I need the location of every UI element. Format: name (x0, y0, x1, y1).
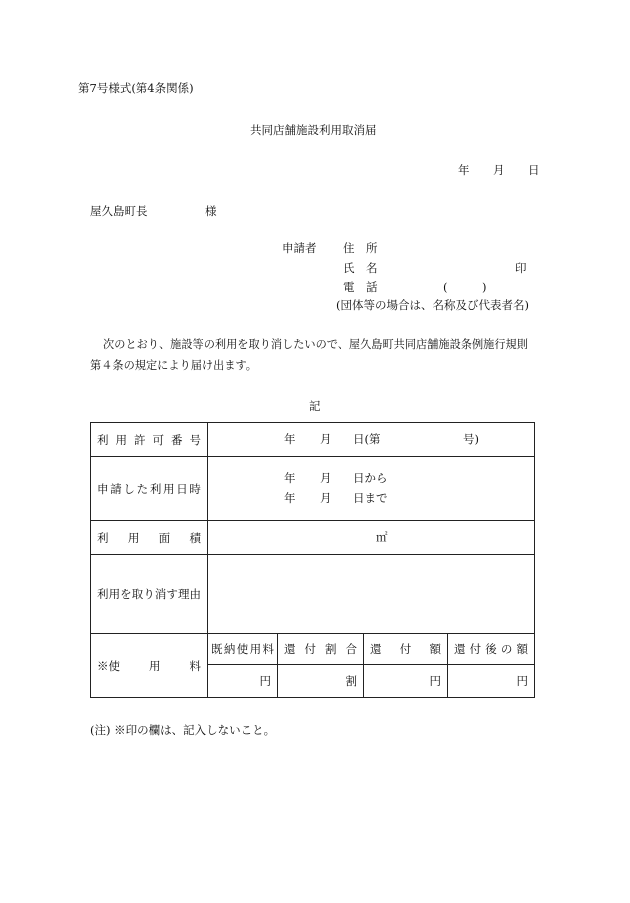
from-month: 月 (320, 471, 332, 485)
phone-paren-open: ( (443, 280, 448, 294)
area-field[interactable] (208, 521, 535, 555)
addressee-honorific: 様 (205, 204, 217, 218)
to-day: 日まで (353, 491, 388, 505)
fee-after-field[interactable] (448, 665, 535, 698)
fee-ratio-unit: 割 (345, 674, 357, 688)
body-line-1: 次のとおり、施設等の利用を取り消したいので、屋久島町共同店舗施設条例施行規則 (103, 338, 528, 351)
permit-day: 日(第 (353, 432, 381, 446)
applicant-label: 申請者 (282, 241, 317, 255)
fee-refund-field[interactable] (364, 665, 448, 698)
to-month: 月 (320, 491, 332, 505)
date-day: 日 (528, 163, 540, 177)
area-unit: ㎡ (376, 530, 388, 544)
permit-month: 月 (320, 432, 332, 446)
use-date-label-cell (91, 457, 208, 521)
to-year: 年 (284, 491, 296, 505)
reason-field[interactable] (208, 555, 535, 634)
body-line-2: 第４条の規定により届け出ます。 (90, 359, 257, 372)
fee-label-cell (91, 634, 208, 698)
from-year: 年 (284, 471, 296, 485)
fee-header-after-refund: 還 付 後 の 額 (448, 634, 535, 665)
reason-label-cell (91, 555, 208, 634)
fee-paid-unit: 円 (259, 674, 271, 688)
area-label: 利 用 面 積 (97, 530, 201, 545)
fee-header-paid: 既 納 使 用 料 (208, 634, 278, 665)
phone-label: 電 話 (343, 280, 378, 294)
addressee-name: 屋久島町長 (90, 204, 148, 218)
fee-ratio-field[interactable] (278, 665, 364, 698)
row-permit-number (91, 423, 535, 457)
name-label: 氏 名 (343, 261, 378, 275)
address-label: 住 所 (343, 241, 378, 255)
fee-refund-unit: 円 (429, 674, 441, 688)
area-label-cell (91, 521, 208, 555)
permit-year: 年 (284, 432, 296, 446)
fee-header-refund-ratio: 還 付 割 合 (278, 634, 364, 665)
from-day: 日から (353, 471, 388, 485)
row-area (91, 521, 535, 555)
permit-number-field[interactable] (208, 423, 535, 457)
permit-gou: 号) (463, 432, 479, 446)
use-date-label: 申 請 し た 利 用 日 時 (97, 481, 201, 496)
permit-number-label-cell (91, 423, 208, 457)
row-reason (91, 555, 535, 634)
date-month: 月 (493, 163, 505, 177)
footnote: (注) ※印の欄は、記入しないこと。 (90, 723, 276, 737)
permit-number-label: 利 用 許 可 番 号 (97, 432, 201, 447)
reason-label: 利 用 を 取 り 消 す 理 由 (97, 587, 201, 601)
fee-header-refund-amount: 還 付 額 (364, 634, 448, 665)
use-date-field[interactable] (208, 457, 535, 521)
fee-label: ※使 用 料 (97, 658, 201, 673)
row-fee-headers (91, 634, 535, 665)
fee-after-unit: 円 (516, 674, 528, 688)
row-use-date (91, 457, 535, 521)
fee-paid-field[interactable] (208, 665, 278, 698)
applicant-note: (団体等の場合は、名称及び代表者名) (336, 298, 529, 312)
cancellation-form-table (90, 422, 535, 698)
ki-heading: 記 (309, 399, 321, 413)
phone-paren-close: ) (482, 280, 487, 294)
seal-mark: 印 (515, 261, 527, 275)
form-number: 第7号様式(第4条関係) (78, 81, 194, 95)
date-year: 年 (458, 163, 470, 177)
document-title: 共同店舗施設利用取消届 (250, 123, 377, 137)
